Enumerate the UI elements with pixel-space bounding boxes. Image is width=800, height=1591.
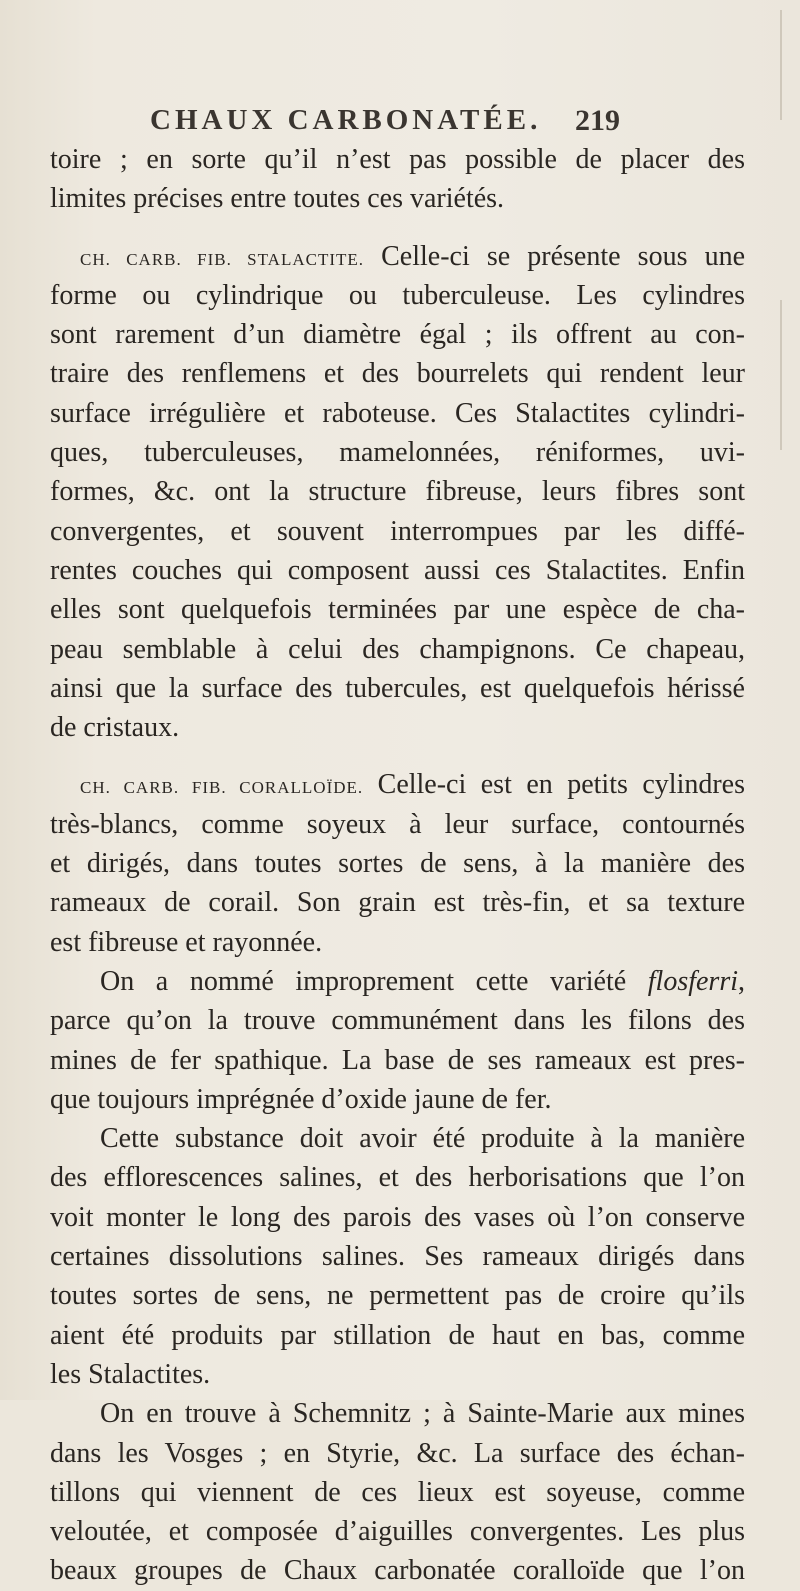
text-line: veloutée, et composée d’aiguilles convergentes. Les plus [50, 1516, 745, 1548]
text-line: et dirigés, dans toutes sortes de sens, à la manière des [50, 848, 745, 880]
page-edge-mark [780, 300, 782, 450]
body-text [50, 140, 745, 1591]
text-line: parce qu’on la trouve communément dans les filons des [50, 1005, 745, 1037]
text-line: que toujours imprégnée d’oxide jaune de fer. [50, 1083, 552, 1115]
text-line: ainsi que la surface des tubercules, est quelquefois hérissé [50, 672, 745, 704]
section-label: CH. CARB. FIB. CORALLOÏDE. [80, 778, 364, 798]
text-line: certaines dissolutions salines. Ses rameaux dirigés dans [50, 1241, 745, 1273]
text-line: limites précises entre toutes ces variétés. [50, 183, 505, 215]
text-line: formes, &c. ont la structure fibreuse, leurs fibres sont [50, 476, 745, 508]
text-line: de cristaux. [50, 712, 180, 744]
page-number: 219 [575, 104, 620, 137]
text-line: On en trouve à Schemnitz ; à Sainte-Marie aux mines [100, 1398, 745, 1430]
text-line: des efflorescences salines, et des herborisations que l’on [50, 1162, 745, 1194]
text-line: convergentes, et souvent interrompues par les diffé- [50, 515, 745, 547]
text-line [50, 765, 745, 804]
text-line: forme ou cylindrique ou tuberculeuse. Les cylindres [50, 279, 745, 311]
text-line: traire des renflemens et des bourrelets qui rendent leur [50, 358, 745, 390]
text-line: est fibreuse et rayonnée. [50, 926, 323, 958]
text-line: les Stalactites. [50, 1358, 211, 1390]
text-line: rentes couches qui composent aussi ces Stalactites. Enfin [50, 554, 745, 586]
text-line [50, 237, 745, 276]
italic-term: flosferri [647, 965, 738, 997]
text-line: dans les Vosges ; en Styrie, &c. La surface des échan- [50, 1437, 745, 1469]
text-line: elles sont quelquefois terminées par une espèce de cha- [50, 594, 745, 626]
page-header [150, 104, 620, 144]
text-line: tillons qui viennent de ces lieux est soyeuse, comme [50, 1476, 745, 1508]
text-line: beaux groupes de Chaux carbonatée coralloïde que l’on [50, 1555, 745, 1587]
text-line: toire ; en sorte qu’il n’est pas possible de placer des [50, 144, 745, 175]
text-line: surface irrégulière et raboteuse. Ces Stalactites cylindri- [50, 397, 745, 429]
text-line-content: Celle-ci se présente sous une [381, 240, 745, 272]
paragraph-gap [50, 747, 745, 765]
text-line: toutes sortes de sens, ne permettent pas de croire qu’ils [50, 1280, 745, 1312]
text-line: On a nommé improprement cette variété flosferri, [100, 965, 745, 997]
text-line: sont rarement d’un diamètre égal ; ils offrent au con- [50, 319, 745, 351]
text-line: ques, tuberculeuses, mamelonnées, réniformes, uvi- [50, 437, 745, 469]
text-line: mines de fer spathique. La base de ses rameaux est pres- [50, 1044, 745, 1076]
text-line-content: Celle-ci est en petits cylindres [377, 769, 745, 801]
text-line: aient été produits par stillation de haut en bas, comme [50, 1319, 745, 1351]
section-label: CH. CARB. FIB. STALACTITE. [80, 249, 365, 269]
text-line: très-blancs, comme soyeux à leur surface, contournés [50, 808, 745, 840]
paragraph-gap [50, 219, 745, 237]
text-line: peau semblable à celui des champignons. Ce chapeau, [50, 633, 745, 665]
text-line: voit monter le long des parois des vases où l’on conserve [50, 1201, 745, 1233]
page-edge-mark [780, 10, 782, 120]
text-line: Cette substance doit avoir été produite à la manière [100, 1123, 745, 1155]
text-line: rameaux de corail. Son grain est très-fin, et sa texture [50, 887, 745, 919]
running-title: CHAUX CARBONATÉE. [150, 104, 542, 136]
